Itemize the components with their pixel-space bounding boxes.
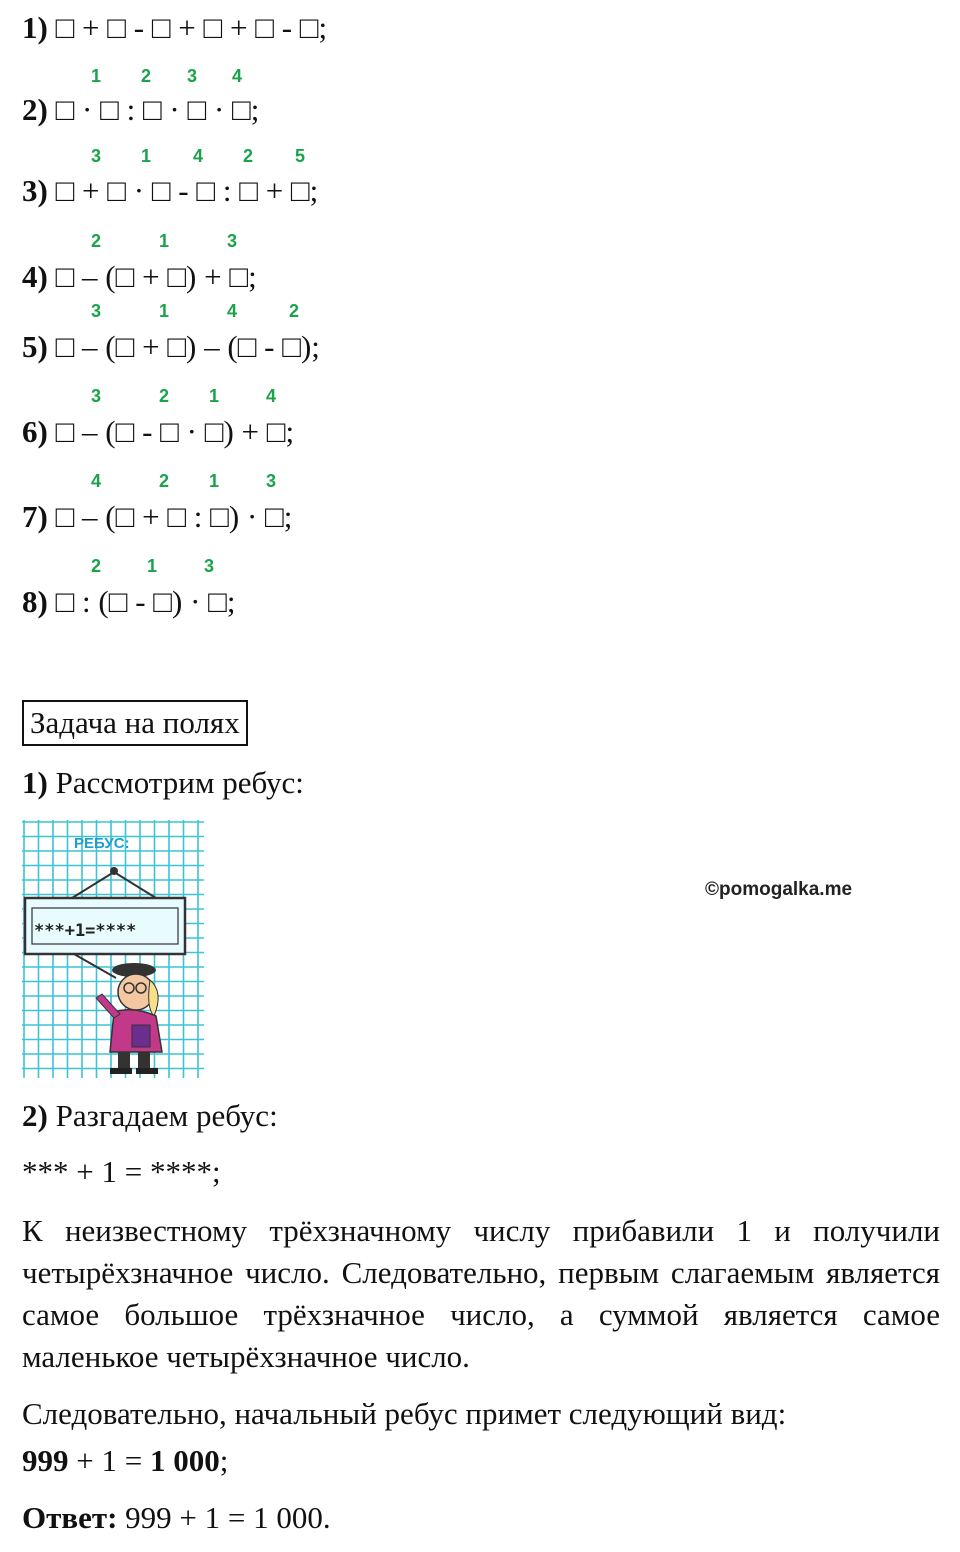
expression-3 [22, 173, 318, 209]
order-marker: 1 [209, 471, 220, 491]
answer-label: Ответ: [22, 1500, 118, 1535]
order-marker: 3 [204, 556, 215, 576]
order-marker: 3 [227, 231, 238, 251]
order-marker: 3 [187, 66, 198, 86]
order-marker: 2 [159, 386, 170, 406]
order-marker: 1 [159, 231, 170, 251]
expression-5 [22, 329, 320, 365]
explanation-paragraph: К неизвестному трёхзначному числу прибавили 1 и получили четырёхзначное число. Следовательно, первым слагаемым является самое большое трёхзначное число, а суммой является самое маленькое четырёхзначное число. [22, 1213, 940, 1374]
expression-text: □ : (□ - □) · □; [55, 584, 236, 619]
rebus-line: *** + 1 = ****; [22, 1154, 221, 1189]
answer-line [22, 1500, 331, 1536]
order-marker: 4 [232, 66, 243, 86]
order-marker: 4 [227, 301, 238, 321]
order-marker: 4 [193, 146, 204, 166]
expression-number: 2) [22, 92, 48, 127]
answer-text: 999 + 1 = 1 000. [117, 1500, 331, 1535]
step-number: 2) [22, 1098, 48, 1133]
step-number: 1) [22, 765, 48, 800]
expression-text: □ – (□ + □) – (□ - □); [55, 329, 320, 364]
order-marker: 1 [141, 146, 152, 166]
expression-7 [22, 499, 292, 535]
expression-number: 4) [22, 259, 48, 294]
step-2 [22, 1098, 278, 1134]
order-marker: 1 [209, 386, 220, 406]
expression-text: □ – (□ + □) + □; [55, 259, 257, 294]
expression-number: 8) [22, 584, 48, 619]
result-middle: + 1 = [68, 1443, 150, 1478]
order-marker: 3 [91, 301, 102, 321]
expression-6 [22, 414, 294, 450]
expression-1 [22, 10, 327, 46]
order-marker: 4 [91, 471, 102, 491]
order-marker: 3 [266, 471, 277, 491]
step-text: Рассмотрим ребус: [47, 765, 304, 800]
expression-text: □ – (□ + □ : □) · □; [55, 499, 293, 534]
order-marker: 2 [289, 301, 300, 321]
expression-number: 7) [22, 499, 48, 534]
task-title: Задача на полях [22, 700, 248, 746]
order-marker: 1 [159, 301, 170, 321]
conclusion-text: Следовательно, начальный ребус примет следующий вид: [22, 1396, 787, 1431]
result-sum: 1 000 [149, 1443, 220, 1478]
result-first: 999 [22, 1443, 69, 1478]
rebus-illustration [22, 820, 204, 1078]
order-marker: 2 [91, 231, 102, 251]
rebus-equation: ***+1=**** [34, 921, 137, 941]
order-marker: 2 [243, 146, 254, 166]
order-marker: 4 [266, 386, 277, 406]
order-marker: 1 [147, 556, 158, 576]
step-1 [22, 765, 304, 801]
rebus-heading: РЕБУС: [74, 835, 130, 852]
order-marker: 3 [91, 386, 102, 406]
order-marker: 5 [295, 146, 306, 166]
expression-text: □ + □ · □ - □ : □ + □; [55, 173, 319, 208]
expression-number: 3) [22, 173, 48, 208]
order-marker: 2 [141, 66, 152, 86]
expression-number: 6) [22, 414, 48, 449]
order-marker: 3 [91, 146, 102, 166]
expression-number: 1) [22, 10, 48, 45]
order-marker: 2 [91, 556, 102, 576]
result-end: ; [219, 1443, 229, 1478]
expression-text: □ + □ - □ + □ + □ - □; [55, 10, 328, 45]
order-marker: 1 [91, 66, 102, 86]
step-text: Разгадаем ребус: [47, 1098, 278, 1133]
watermark: ©pomogalka.me [705, 879, 853, 900]
order-marker: 2 [159, 471, 170, 491]
expression-number: 5) [22, 329, 48, 364]
result-line [22, 1443, 228, 1479]
expression-text: □ – (□ - □ · □) + □; [55, 414, 295, 449]
expression-8 [22, 584, 236, 620]
expression-text: □ · □ : □ · □ · □; [55, 92, 260, 127]
expression-2 [22, 92, 259, 128]
expression-4 [22, 259, 257, 295]
